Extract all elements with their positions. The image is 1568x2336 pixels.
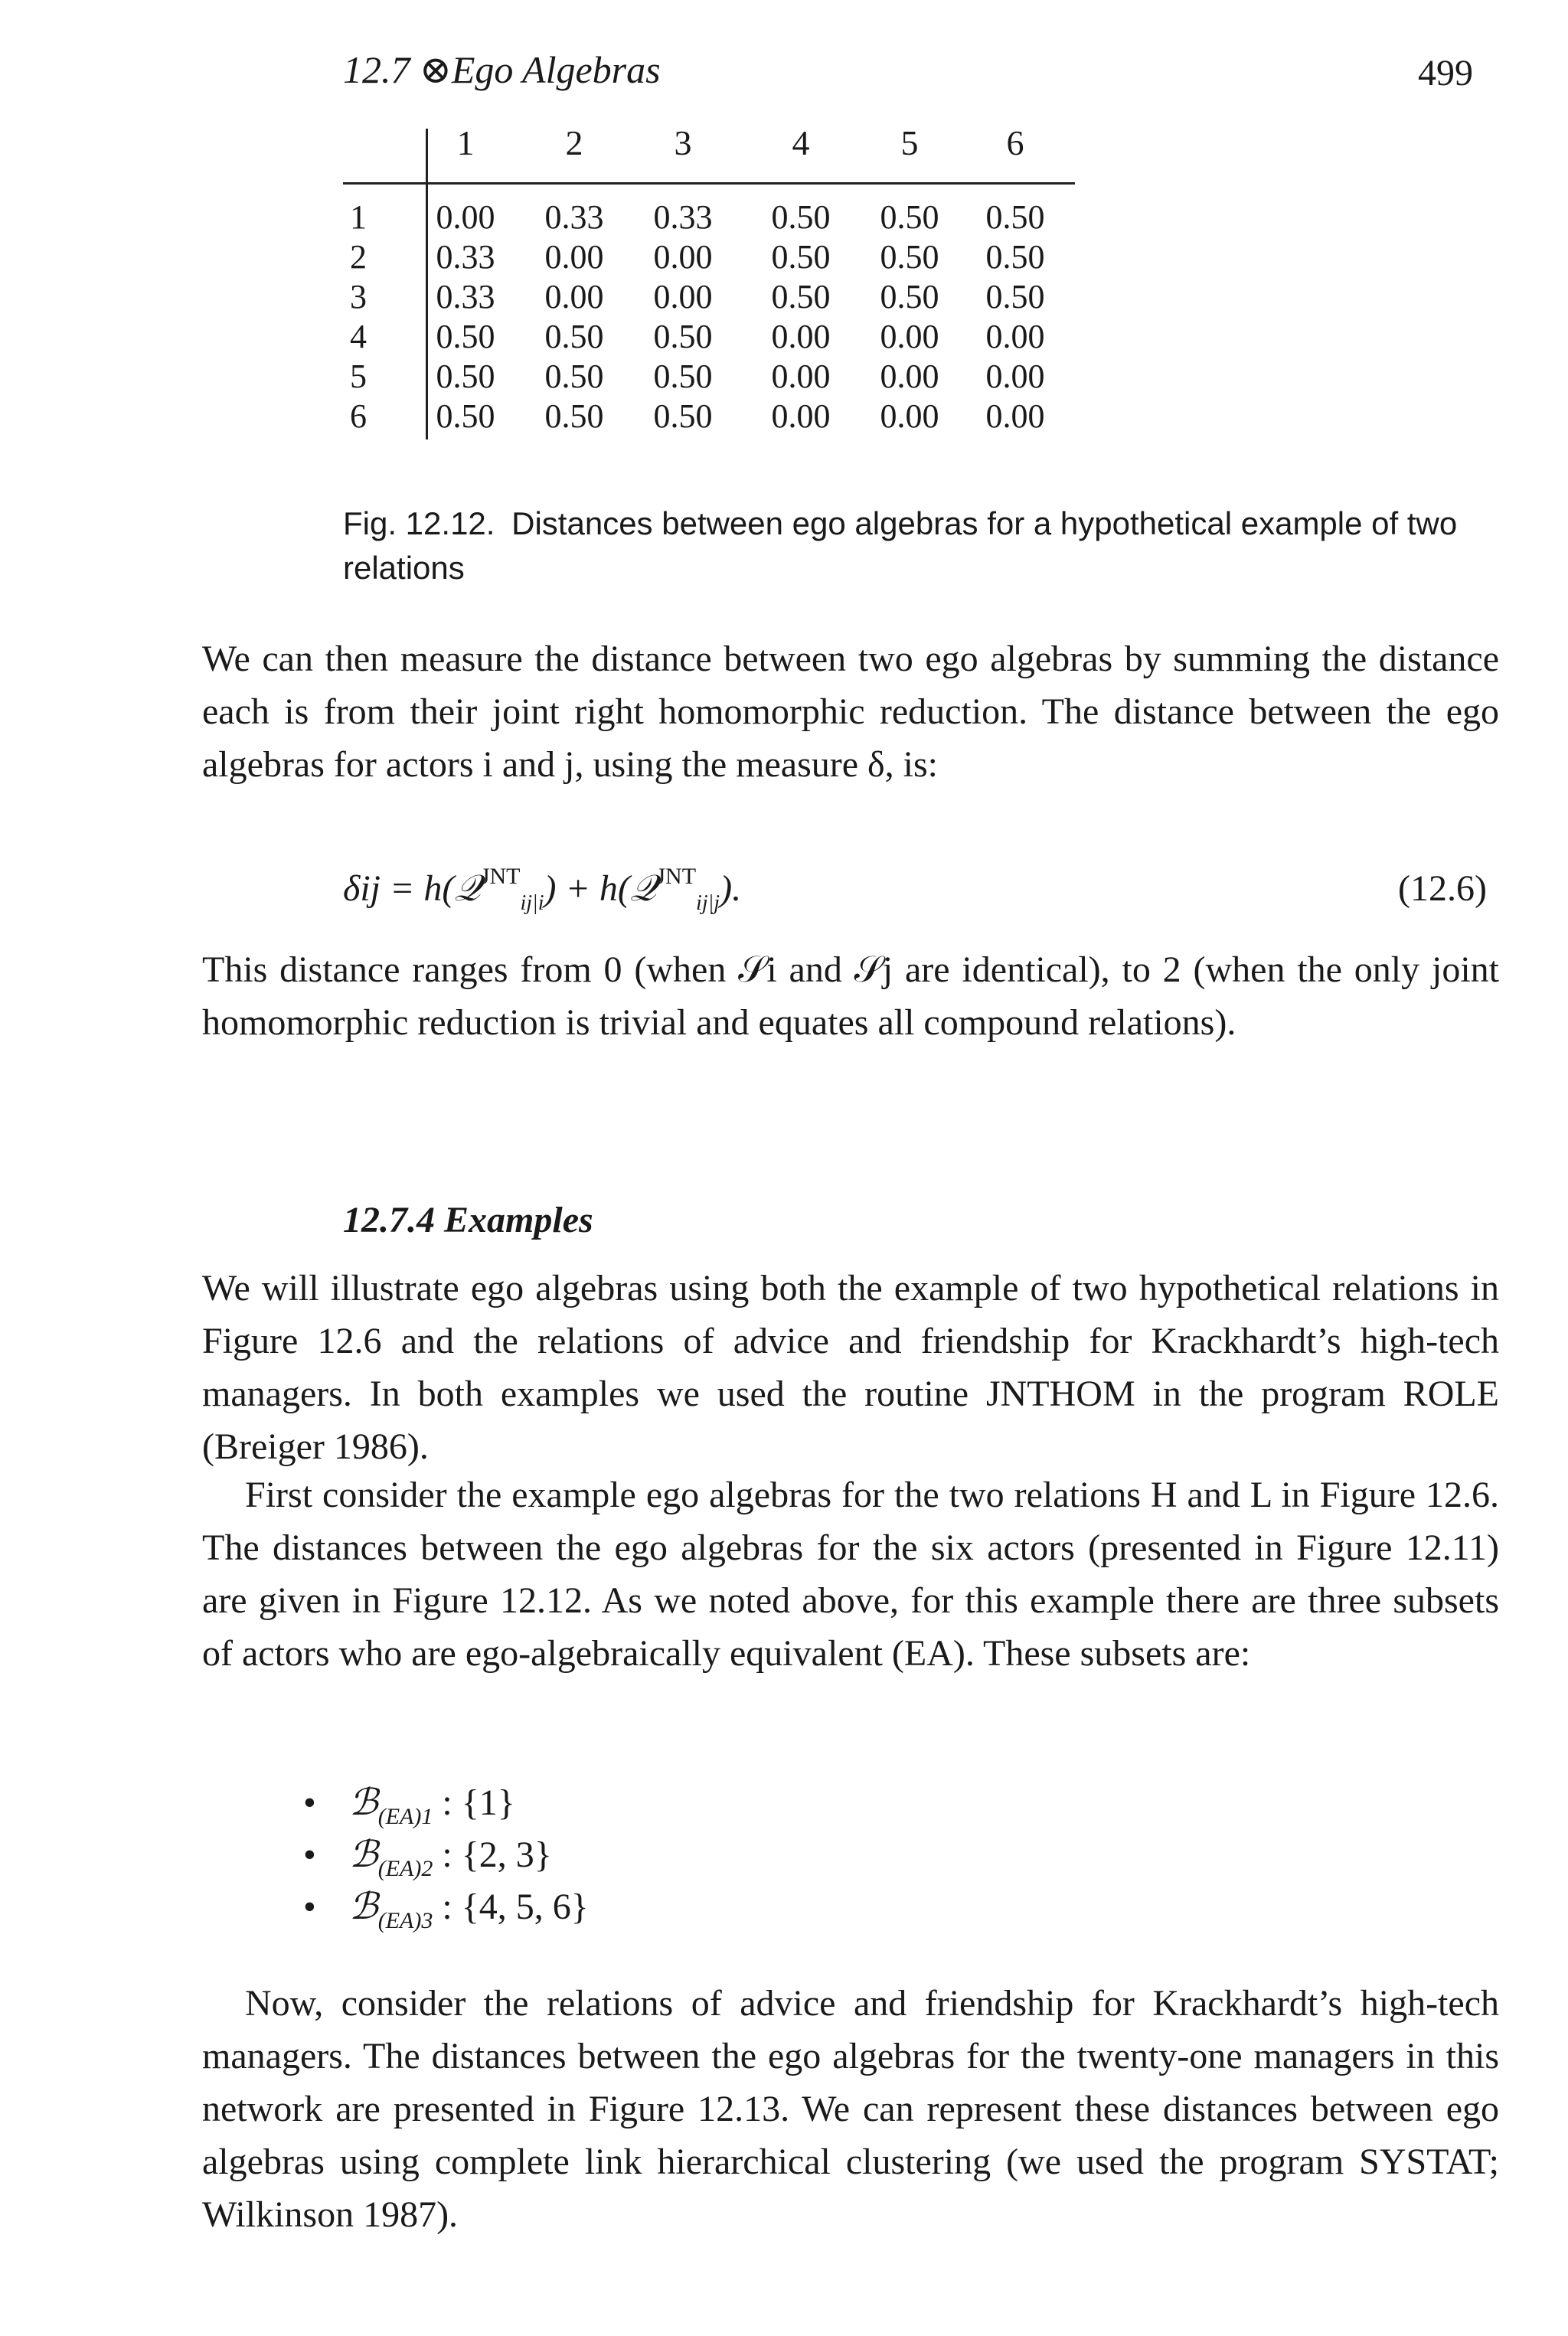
table-col-header: 3 <box>674 123 692 162</box>
table-cell: 0.50 <box>985 238 1045 276</box>
table-cell: 0.00 <box>771 318 831 355</box>
table-cell: 0.50 <box>771 278 831 315</box>
table-cell: 0.50 <box>771 198 831 236</box>
subset-members: : {2, 3} <box>442 1834 552 1875</box>
subset-symbol: ℬ <box>349 1885 378 1928</box>
table-cell: 0.50 <box>985 198 1045 236</box>
table-cell: 0.00 <box>880 318 939 355</box>
subset-symbol: ℬ <box>349 1833 378 1876</box>
paragraph-hypothetical-example: First consider the example ego algebras for the two relations H and L in Figure 12.6. The distances between the ego algebras for the six actors (presented in Figure 12.11) are given in Figure 12.12. As we noted above, for this example there are three subsets of actors who are ego-algebraically equivalent (EA). These subsets are: <box>202 1475 1499 1674</box>
table-cell: 0.50 <box>544 397 604 435</box>
figure-label: Fig. 12.12. <box>343 505 495 541</box>
figure-caption-text: Distances between ego algebras for a hypothetical example of two relations <box>343 505 1458 586</box>
table-cell: 0.50 <box>436 358 495 395</box>
table-cell: 0.50 <box>436 318 495 355</box>
table-cell: 0.00 <box>771 397 831 435</box>
equation-lhs: δij = h(𝒬 <box>343 868 481 909</box>
equation-12-6 <box>343 864 741 916</box>
table-cell: 0.00 <box>985 318 1045 355</box>
paragraph-krackhardt: Now, consider the relations of advice and friendship for Krackhardt’s high-tech managers. The distances between the ego algebras for the twenty-one managers in this network are presented in Figure 12.13. We can represent these distances between ego algebras using complete link hierarchical clustering (we used the program SYSTAT; Wilkinson 1987). <box>202 1983 1499 2235</box>
table-cell: 0.33 <box>653 198 713 236</box>
table-col-header: 6 <box>1006 123 1024 162</box>
table-cell: 0.00 <box>985 358 1045 395</box>
list-item <box>303 1833 552 1882</box>
equation-subscript: ij|i <box>520 891 544 915</box>
table-cell: 0.00 <box>544 278 604 315</box>
paragraph-distance-measure: We can then measure the distance between two ego algebras by summing the distance each is from their joint right homomorphic reduction. The distance between the ego algebras for actors i and j, using the measure δ, is: <box>202 639 1499 785</box>
paragraph-examples-intro: We will illustrate ego algebras using both the example of two hypothetical relations in Figure 12.6 and the relations of advice and friendship for Krackhardt’s high-tech managers. In both examples we used the routine JNTHOM in the program ROLE (Breiger 1986). <box>202 1268 1499 1467</box>
table-cell: 0.33 <box>544 198 604 236</box>
equation-end: ). <box>720 868 742 909</box>
figure-caption <box>343 502 1499 590</box>
table-cell: 0.50 <box>653 358 713 395</box>
subset-subscript: (EA)1 <box>377 1804 433 1829</box>
subset-members: : {4, 5, 6} <box>442 1887 589 1927</box>
table-cell: 0.50 <box>653 318 713 355</box>
table-row-label: 2 <box>350 238 367 276</box>
table-cell: 0.50 <box>436 397 495 435</box>
table-cell: 0.50 <box>880 198 939 236</box>
equation-superscript: JNT <box>480 864 521 889</box>
table-cell: 0.00 <box>880 397 939 435</box>
table-row-label: 6 <box>350 397 367 435</box>
equation-subscript: ij|j <box>696 891 720 915</box>
table-cell: 0.00 <box>880 358 939 395</box>
subset-subscript: (EA)2 <box>377 1856 433 1881</box>
equation-superscript: JNT <box>656 864 697 889</box>
equation-number: (12.6) <box>1398 868 1487 909</box>
bullet-icon: • <box>303 1782 316 1823</box>
table-col-header: 1 <box>456 123 475 162</box>
table-cell: 0.33 <box>436 238 495 276</box>
table-cell: 0.00 <box>653 278 713 315</box>
table-cell: 0.33 <box>436 278 495 315</box>
section-heading: 12.7.4 Examples <box>343 1200 593 1240</box>
table-row-label: 4 <box>350 318 367 355</box>
page-number: 499 <box>1418 53 1473 93</box>
table-cell: 0.50 <box>771 238 831 276</box>
list-item <box>303 1885 589 1934</box>
list-item <box>303 1781 515 1830</box>
table-cell: 0.00 <box>653 238 713 276</box>
table-cell: 0.00 <box>985 397 1045 435</box>
table-cell: 0.50 <box>544 318 604 355</box>
subset-symbol: ℬ <box>349 1781 378 1824</box>
table-cell: 0.50 <box>880 278 939 315</box>
running-head: 12.7 ⊗Ego Algebras <box>343 48 661 91</box>
subset-members: : {1} <box>442 1782 515 1823</box>
table-cell: 0.00 <box>436 198 495 236</box>
subset-subscript: (EA)3 <box>377 1908 433 1933</box>
table-cell: 0.00 <box>771 358 831 395</box>
paragraph-distance-range: This distance ranges from 0 (when 𝒮i and 𝒮j are identical), to 2 (when the only joint homomorphic reduction is trivial and equates all compound relations). <box>202 949 1499 1043</box>
table-cell: 0.50 <box>985 278 1045 315</box>
bullet-icon: • <box>303 1834 316 1875</box>
table-row-label: 3 <box>350 278 367 315</box>
table-col-header: 2 <box>565 123 583 162</box>
table-header-rule <box>343 182 1075 185</box>
table-row-label: 1 <box>350 198 367 236</box>
table-cell: 0.50 <box>880 238 939 276</box>
bullet-icon: • <box>303 1887 316 1927</box>
table-row-label: 5 <box>350 358 367 395</box>
table-cell: 0.50 <box>544 358 604 395</box>
equation-middle: ) + h(𝒬 <box>544 868 657 909</box>
table-col-header: 5 <box>900 123 919 162</box>
distance-table <box>343 123 1078 444</box>
table-col-header: 4 <box>792 123 810 162</box>
table-cell: 0.00 <box>544 238 604 276</box>
table-cell: 0.50 <box>653 397 713 435</box>
